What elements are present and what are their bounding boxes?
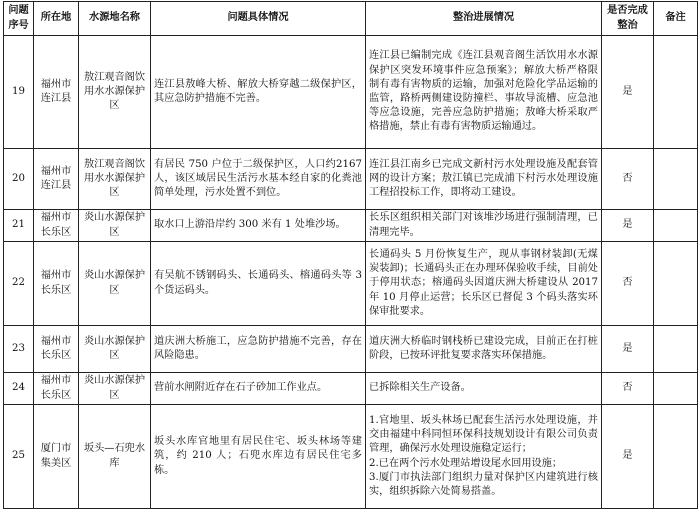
row-location: 福州市长乐区: [34, 242, 79, 326]
row-completed: 否: [602, 373, 654, 405]
row-progress: 长乐区组织相关部门对该堆沙场进行强制清理，已清理完毕。: [366, 210, 602, 242]
row-location: 福州市长乐区: [34, 373, 79, 405]
row-issue: 有居民 750 户位于二级保护区，人口约2167人，该区域居民生活污水基本经自家的化粪池简单处理，污水处置不到位。: [151, 149, 366, 210]
header-location: 所在地: [34, 2, 79, 36]
row-issue: 营前水闸附近存在石子砂加工作业点。: [151, 373, 366, 405]
row-source-name: 炎山水源保护区: [79, 210, 151, 242]
row-progress: 连江县江南乡已完成文新村污水处理设施及配套管网的设计方案；敖江镇已完成浦下村污水处理设施工程招投标工作，即将动工建设。: [366, 149, 602, 210]
row-progress: 连江县已编制完成《连江县观音阁生活饮用水水源保护区突发环境事件应急预案》；解放大桥严格限制有毒有害物质的运输，加强对危险化学品运输的监管，路桥两侧建设防撞栏、事故导流槽、应急池等应急设施，完善应急防护措施；敖峰大桥采取严格措施，禁止有毒有害物质运输通过。: [366, 36, 602, 149]
row-location: 福州市长乐区: [34, 210, 79, 242]
row-completed: 是: [602, 405, 654, 509]
table-row: [4, 405, 698, 509]
row-progress: 已拆除相关生产设备。: [366, 373, 602, 405]
table-row: [4, 326, 698, 373]
header-row: [4, 2, 698, 36]
row-completed: 否: [602, 242, 654, 326]
header-completed: 是否完成整治: [602, 2, 654, 36]
table-row: [4, 36, 698, 149]
header-source-name: 水源地名称: [79, 2, 151, 36]
row-notes: [654, 149, 698, 210]
row-progress: 1.官地里、坂头林场已配套生活污水处理设施，并交由福建中科同恒环保科技规划设计有限公司负责管理，确保污水处理设施稳定运行； 2.已在两个污水处理站增设尾水回用设施； 3.厦门市执法部门组织力量对保护区内建筑进行核实，组织拆除六处简易搭盖。: [366, 405, 602, 509]
row-location: 福州市连江县: [34, 149, 79, 210]
header-progress: 整治进展情况: [366, 2, 602, 36]
row-source-name: 敖江观音阁饮用水水源保护区: [79, 149, 151, 210]
row-index: 23: [4, 326, 34, 373]
header-notes: 备注: [654, 2, 698, 36]
row-completed: 是: [602, 36, 654, 149]
row-notes: [654, 242, 698, 326]
row-index: 24: [4, 373, 34, 405]
row-source-name: 炎山水源保护区: [79, 373, 151, 405]
row-issue: 取水口上游沿岸约 300 米有 1 处堆沙场。: [151, 210, 366, 242]
row-index: 25: [4, 405, 34, 509]
table-row: [4, 373, 698, 405]
row-completed: 是: [602, 326, 654, 373]
row-index: 21: [4, 210, 34, 242]
row-source-name: 炎山水源保护区: [79, 326, 151, 373]
row-issue: 坂头水库官地里有居民住宅、坂头林场等建筑，约 210 人；石兜水库边有居民住宅多栋。: [151, 405, 366, 509]
row-issue: 道庆洲大桥施工，应急防护措施不完善，存在风险隐患。: [151, 326, 366, 373]
row-notes: [654, 36, 698, 149]
rectification-table: [3, 1, 698, 509]
row-progress: 长通码头 5 月份恢复生产，现从事钢材装卸(无煤炭装卸)；长通码头正在办理环保验收手续，目前处于停用状态；榕通码头因道庆洲大桥建设从 2017 年 10 月停止运营；长乐区已督促 3 个码头落实环保审批要求。: [366, 242, 602, 326]
row-index: 19: [4, 36, 34, 149]
row-notes: [654, 210, 698, 242]
row-notes: [654, 405, 698, 509]
row-location: 福州市长乐区: [34, 326, 79, 373]
table-row: [4, 210, 698, 242]
row-notes: [654, 326, 698, 373]
row-completed: 是: [602, 210, 654, 242]
row-location: 福州市连江县: [34, 36, 79, 149]
row-source-name: 坂头—石兜水库: [79, 405, 151, 509]
header-issue: 问题具体情况: [151, 2, 366, 36]
row-source-name: 炎山水源保护区: [79, 242, 151, 326]
header-index: 问题序号: [4, 2, 34, 36]
row-completed: 否: [602, 149, 654, 210]
table-row: [4, 242, 698, 326]
row-progress: 道庆洲大桥临时钢栈桥已建设完成，目前正在打桩阶段，已按环评批复要求落实环保措施。: [366, 326, 602, 373]
row-issue: 连江县敖峰大桥、解放大桥穿越二级保护区，其应急防护措施不完善。: [151, 36, 366, 149]
row-source-name: 敖江观音阁饮用水水源保护区: [79, 36, 151, 149]
row-issue: 有吴航不锈钢码头、长通码头、榕通码头等 3 个货运码头。: [151, 242, 366, 326]
row-index: 22: [4, 242, 34, 326]
row-notes: [654, 373, 698, 405]
row-index: 20: [4, 149, 34, 210]
row-location: 厦门市集美区: [34, 405, 79, 509]
table-row: [4, 149, 698, 210]
